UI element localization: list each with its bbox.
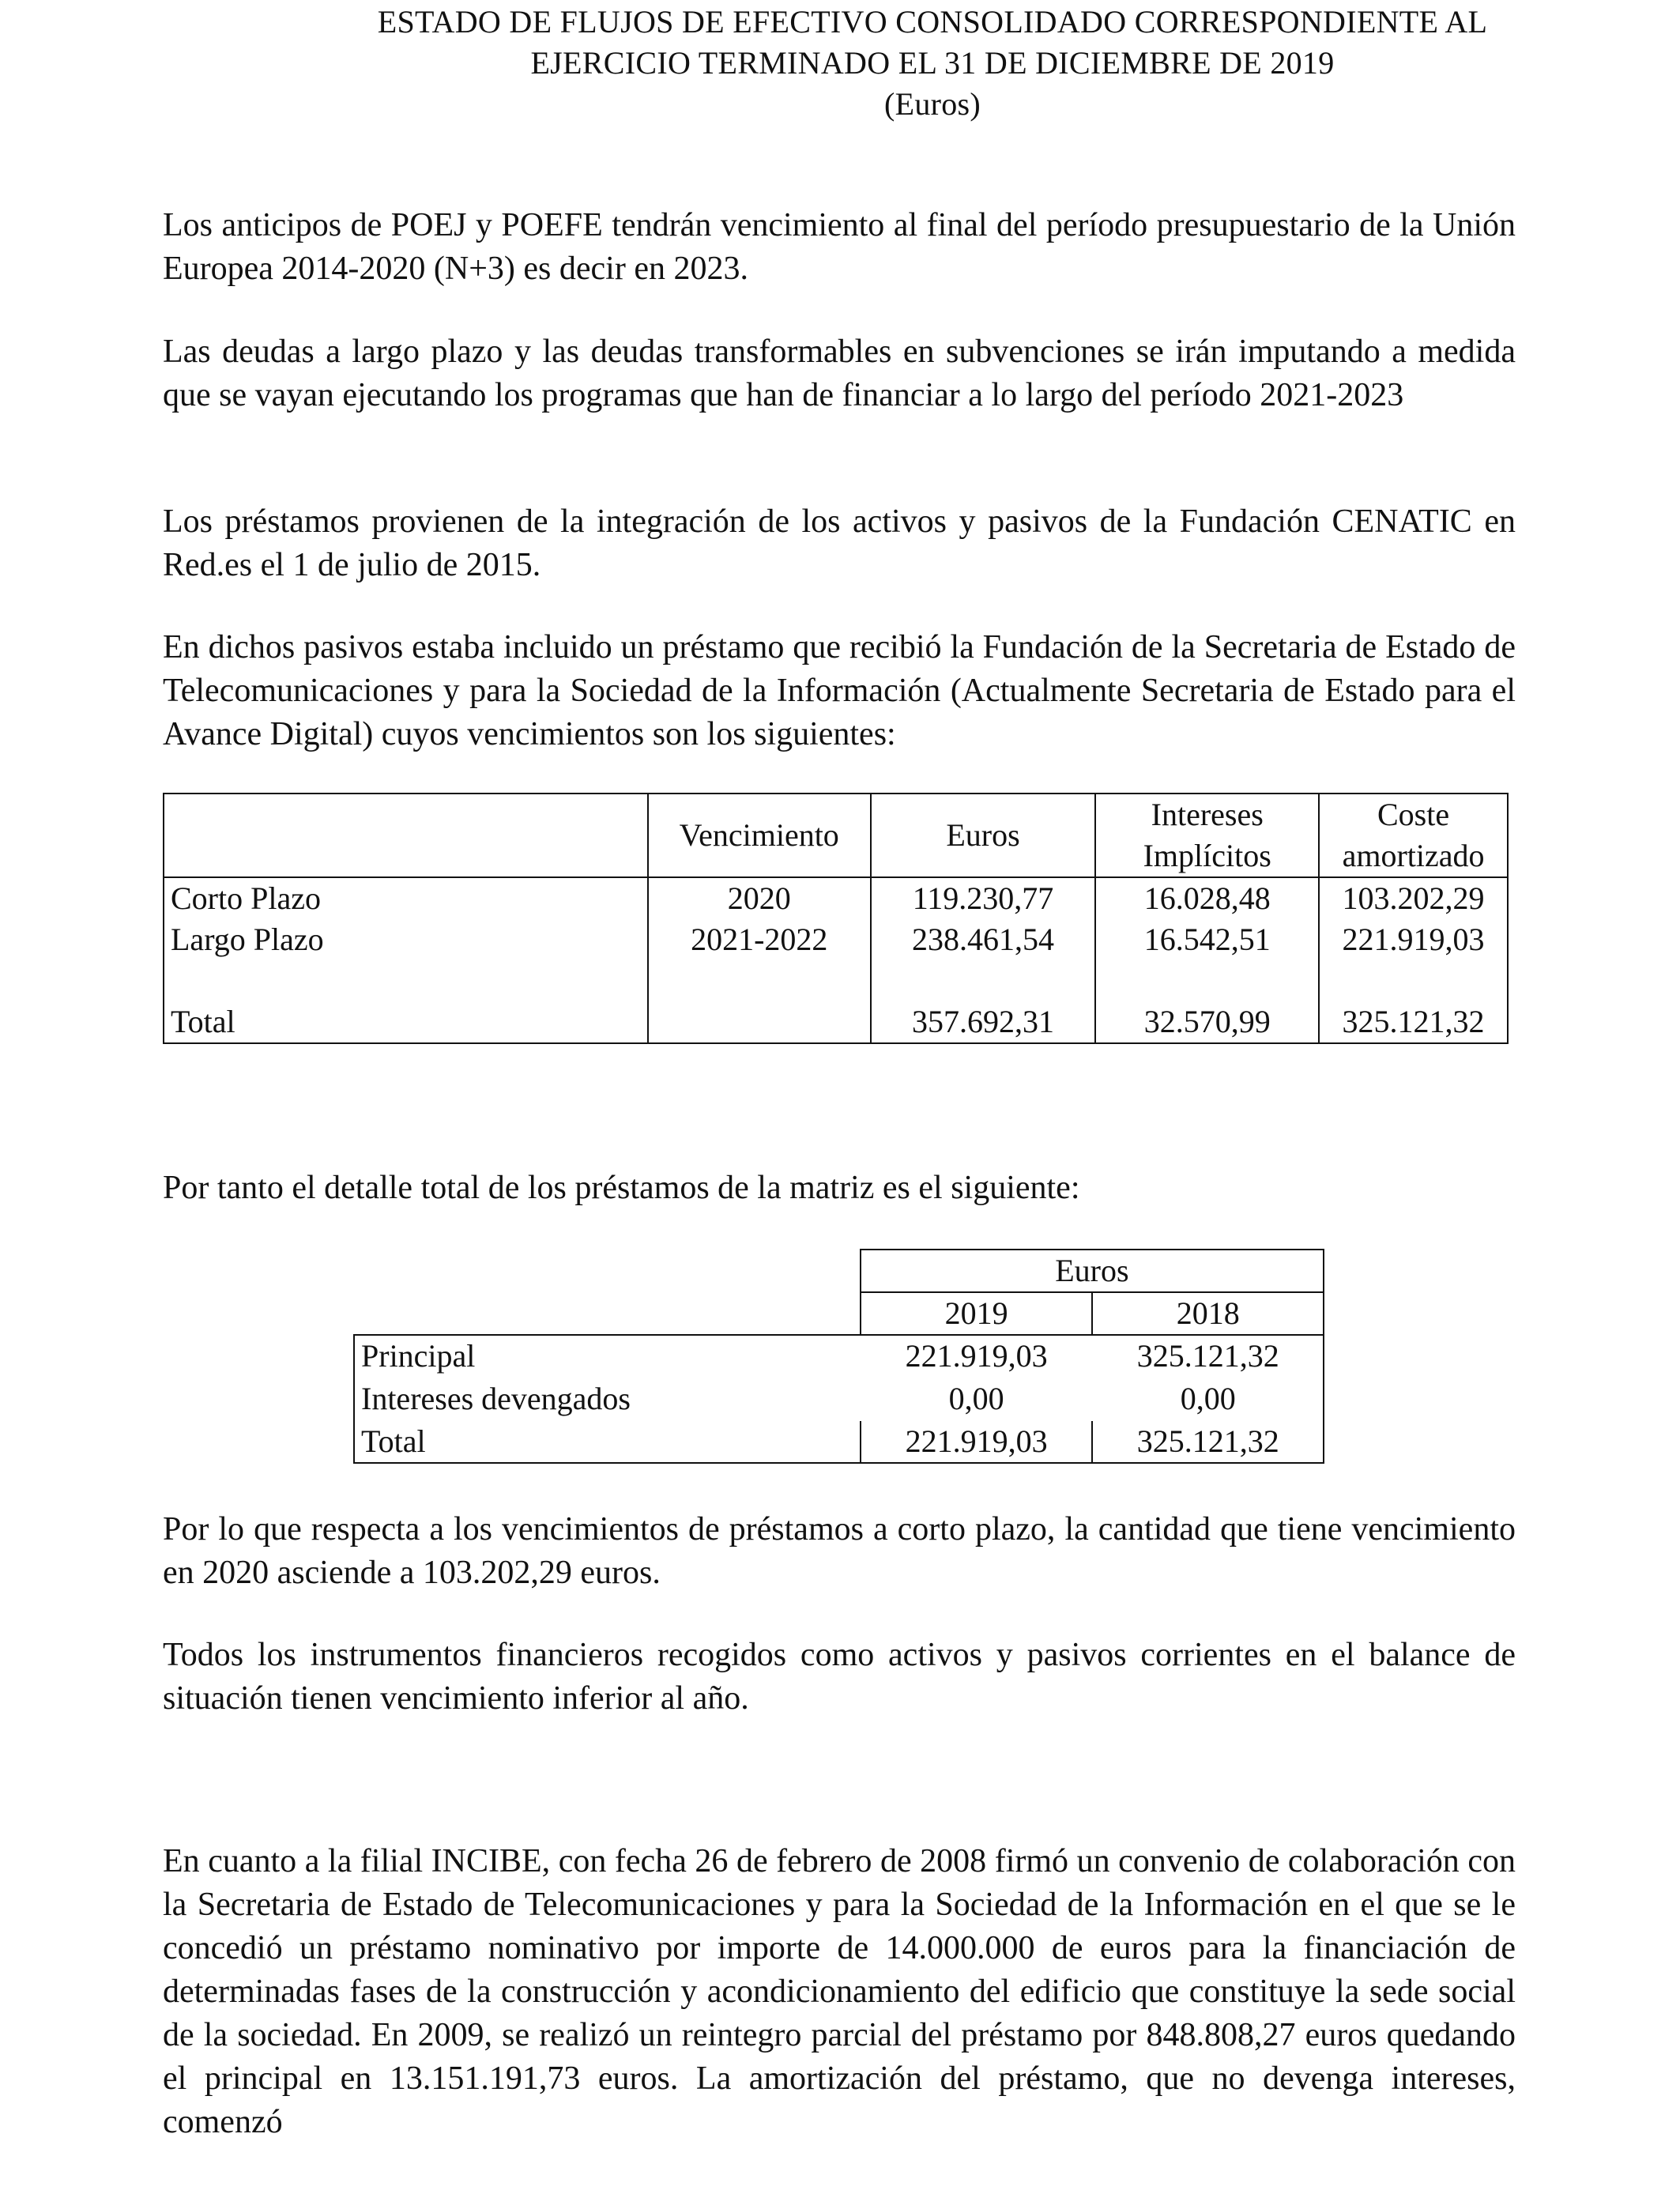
table2-year-2019: 2019 xyxy=(861,1292,1093,1335)
paragraph-pasivos-prestamo: En dichos pasivos estaba incluido un préstamo que recibió la Fundación de la Secretaria de Estado de Telecomunicaciones y para la Sociedad de la Información (Actualmente Secretaria de Estado para el Avance Digital) cuyos vencimientos son los siguientes: xyxy=(163,629,1516,752)
table2-total-label: Total xyxy=(354,1420,861,1463)
table2-year-empty xyxy=(354,1292,861,1335)
table-spacer-row xyxy=(164,960,1508,1001)
table2-total-2018: 325.121,32 xyxy=(1092,1420,1324,1463)
table2-group-header-row xyxy=(354,1250,1324,1292)
paragraph-deudas-largo-plazo: Las deudas a largo plazo y las deudas transformables en subvenciones se irán imputando a medida que se vayan ejecutando los programas que han de financiar a lo largo del período 2021-2023 xyxy=(163,334,1516,413)
table2-header-empty xyxy=(354,1250,861,1292)
table-header-row xyxy=(164,794,1508,877)
total-intereses: 32.570,99 xyxy=(1095,1001,1319,1043)
row-intereses: 16.028,48 xyxy=(1095,877,1319,919)
paragraph-incibe-prestamo: En cuanto a la filial INCIBE, con fecha 26 de febrero de 2008 firmó un convenio de colaboración con la Secretaria de Estado de Telecomunicaciones y para la Sociedad de la Información en el que se le concedió un préstamo nominativo por importe de 14.000.000 de euros para la financiación de determinadas fases de la construcción y acondicionamiento del edificio que constituye la sede social de la sociedad. En 2009, se realizó un reintegro parcial del préstamo por 848.808,27 euros quedando el principal en 13.151.191,73 euros. La amortización del préstamo, que no devenga intereses, comenzó xyxy=(163,1843,1516,2140)
maturity-table xyxy=(163,793,1509,1044)
spacer-cell xyxy=(1095,960,1319,1001)
row-intereses: 16.542,51 xyxy=(1095,919,1319,960)
table2-row-2019: 221.919,03 xyxy=(861,1335,1093,1378)
table2-header-euros: Euros xyxy=(861,1250,1324,1292)
table2-total-2019: 221.919,03 xyxy=(861,1420,1093,1463)
paragraph-prestamos-origen: Los préstamos provienen de la integración de los activos y pasivos de la Fundación CENATIC en Red.es el 1 de julio de 2015. xyxy=(163,503,1516,583)
total-vencimiento-empty xyxy=(648,1001,871,1043)
header-coste xyxy=(1319,794,1508,877)
table2-row-2018: 0,00 xyxy=(1092,1378,1324,1420)
table2-row-label: Principal xyxy=(354,1335,861,1378)
header-title-line-1: ESTADO DE FLUJOS DE EFECTIVO CONSOLIDADO CORRESPONDIENTE AL xyxy=(377,4,1488,40)
spacer-cell xyxy=(871,960,1096,1001)
total-coste: 325.121,32 xyxy=(1319,1001,1508,1043)
spacer-cell xyxy=(1319,960,1508,1001)
table2-year-row xyxy=(354,1292,1324,1335)
table-row xyxy=(354,1378,1324,1420)
row-coste: 103.202,29 xyxy=(1319,877,1508,919)
table-row xyxy=(164,877,1508,919)
paragraph-instrumentos-financieros: Todos los instrumentos financieros recogidos como activos y pasivos corrientes en el balance de situación tienen vencimiento inferior al año. xyxy=(163,1637,1516,1717)
total-label: Total xyxy=(171,1004,235,1039)
header-intereses xyxy=(1095,794,1319,877)
spacer-cell xyxy=(648,960,871,1001)
row-label: Corto Plazo xyxy=(171,880,321,916)
paragraph-vencimientos-corto-plazo: Por lo que respecta a los vencimientos de préstamos a corto plazo, la cantidad que tiene vencimiento en 2020 asciende a 103.202,29 euros. xyxy=(163,1511,1516,1591)
table-header-empty xyxy=(164,794,648,877)
table-row xyxy=(164,919,1508,960)
row-coste: 221.919,03 xyxy=(1319,919,1508,960)
row-euros: 238.461,54 xyxy=(871,919,1096,960)
header-intereses-line-1: Intereses xyxy=(1151,797,1264,832)
row-euros: 119.230,77 xyxy=(871,877,1096,919)
table2-year-2018: 2018 xyxy=(1092,1292,1324,1335)
header-vencimiento: Vencimiento xyxy=(648,794,871,877)
loans-detail-table xyxy=(353,1249,1324,1464)
table2-total-row xyxy=(354,1420,1324,1463)
row-label: Largo Plazo xyxy=(171,922,324,957)
total-euros: 357.692,31 xyxy=(871,1001,1096,1043)
spacer-cell xyxy=(164,960,648,1001)
table-total-row xyxy=(164,1001,1508,1043)
document-header xyxy=(237,2,1628,125)
row-vencimiento: 2021-2022 xyxy=(648,919,871,960)
table2-row-2018: 325.121,32 xyxy=(1092,1335,1324,1378)
header-coste-line-1: Coste xyxy=(1377,797,1450,832)
table2-row-2019: 0,00 xyxy=(861,1378,1093,1420)
header-euros: Euros xyxy=(871,794,1096,877)
table-row xyxy=(354,1335,1324,1378)
paragraph-detalle-prestamos: Por tanto el detalle total de los préstamos de la matriz es el siguiente: xyxy=(163,1170,1080,1206)
row-vencimiento: 2020 xyxy=(648,877,871,919)
header-coste-line-2: amortizado xyxy=(1342,838,1485,873)
header-currency: (Euros) xyxy=(883,86,981,122)
paragraph-anticipos: Los anticipos de POEJ y POEFE tendrán vencimiento al final del período presupuestario de la Unión Europea 2014-2020 (N+3) es decir en 2023. xyxy=(163,207,1516,287)
header-intereses-line-2: Implícitos xyxy=(1143,838,1271,873)
header-title-line-2: EJERCICIO TERMINADO EL 31 DE DICIEMBRE DE 2019 xyxy=(530,45,1335,81)
table2-row-label: Intereses devengados xyxy=(354,1378,861,1420)
